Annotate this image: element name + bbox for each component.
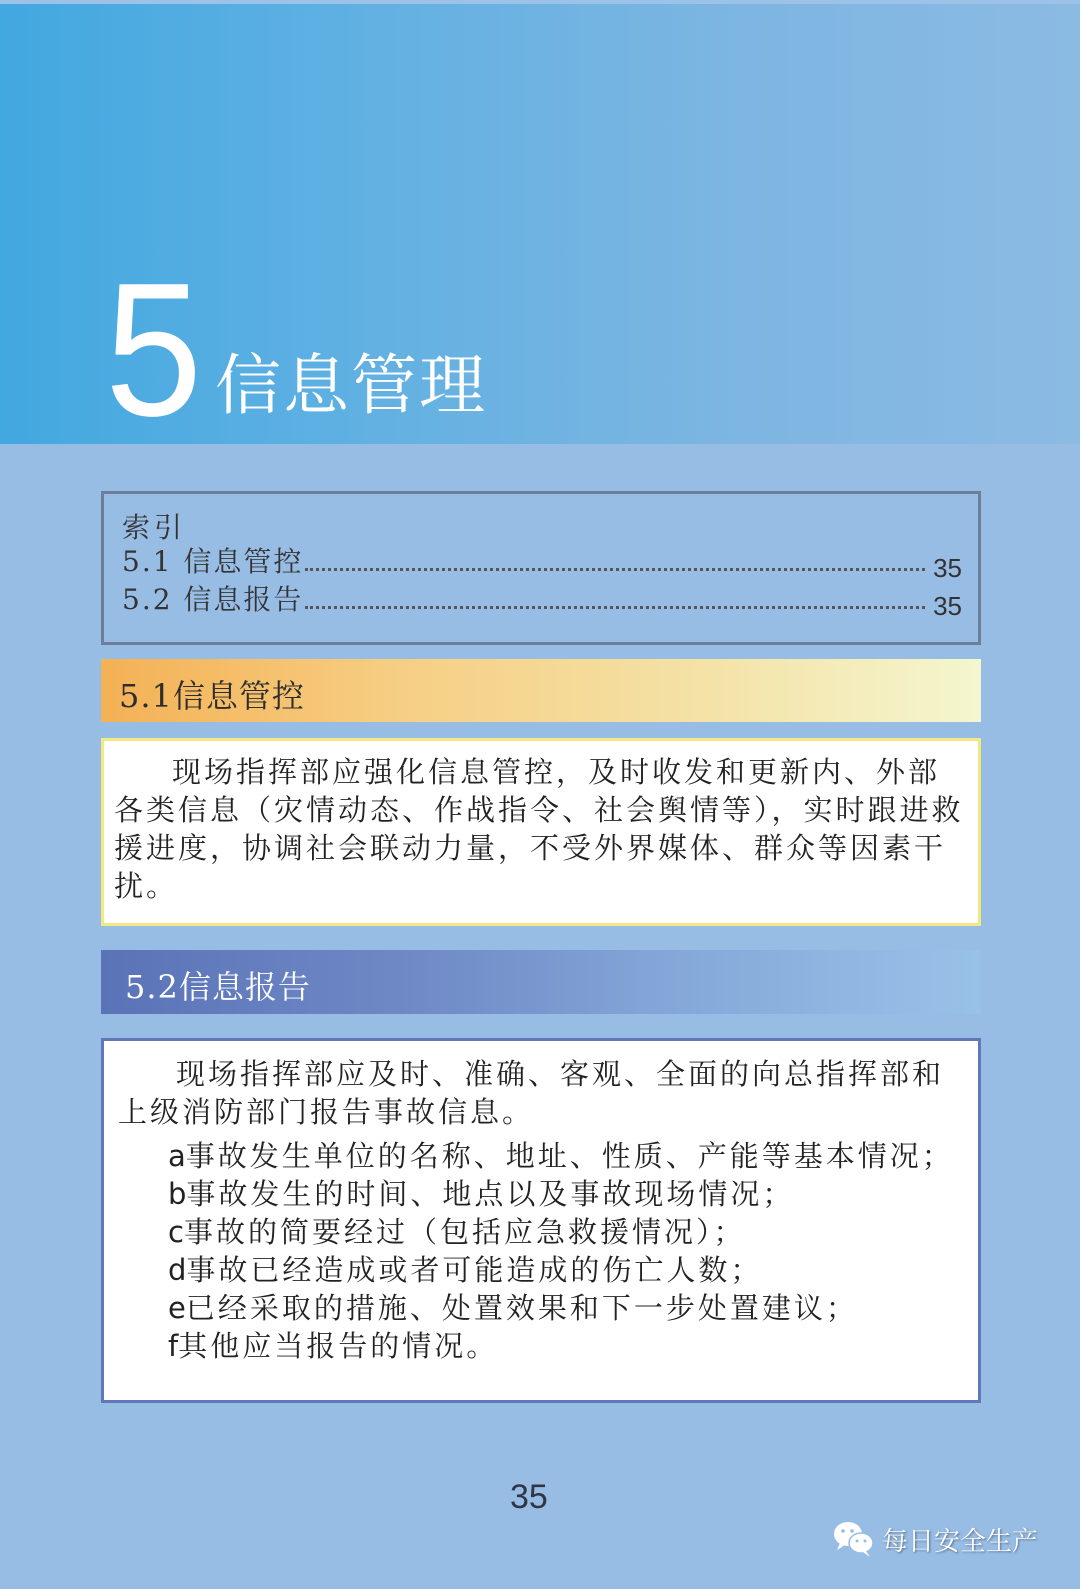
section-intro: 现场指挥部应及时、准确、客观、全面的向总指挥部和上级消防部门报告事故信息。	[118, 1057, 945, 1129]
list-marker: b	[168, 1177, 187, 1211]
watermark	[832, 1520, 1038, 1558]
header-top-line	[0, 0, 1080, 4]
list-item-text: 事故已经造成或者可能造成的伤亡人数；	[186, 1253, 763, 1287]
list-item	[118, 1175, 970, 1213]
section-header-5-1	[101, 659, 981, 722]
list-item-text: 事故发生的时间、地点以及事故现场情况；	[186, 1177, 795, 1211]
list-marker: a	[168, 1139, 186, 1173]
dot-leader	[305, 568, 925, 571]
index-box	[101, 491, 981, 645]
section-body-5-2	[101, 1038, 981, 1403]
list-item-text: 已经采取的措施、处置效果和下一步处置建议；	[185, 1291, 858, 1325]
list-marker: c	[168, 1215, 184, 1249]
index-heading: 索引	[122, 511, 187, 544]
section-body-5-1: 现场指挥部应强化信息管控，及时收发和更新内、外部各类信息（灾情动态、作战指令、社会舆情等），实时跟进救援进度，协调社会联动力量，不受外界媒体、群众等因素干扰。	[101, 738, 981, 926]
chapter-title: 信息管理	[215, 347, 487, 424]
list-item-text: 其他应当报告的情况。	[178, 1329, 499, 1363]
index-entry-label: 5.1 信息管控	[122, 545, 304, 578]
list-item	[118, 1251, 970, 1289]
index-entry[interactable]	[122, 580, 962, 621]
wechat-icon	[832, 1520, 876, 1558]
index-entry-label: 5.2 信息报告	[122, 583, 304, 616]
chapter-header	[0, 0, 1080, 456]
index-entry-page: 35	[933, 591, 962, 621]
list-item-text: 事故发生单位的名称、地址、性质、产能等基本情况；	[185, 1139, 954, 1173]
list-item	[118, 1213, 970, 1251]
list-item	[118, 1327, 970, 1365]
page-number: 35	[510, 1478, 548, 1516]
list-marker: d	[168, 1253, 187, 1287]
list-marker: e	[168, 1291, 186, 1325]
dot-leader	[305, 606, 925, 609]
list-marker: f	[168, 1329, 179, 1363]
index-entry[interactable]	[122, 542, 962, 583]
chapter-number: 5	[105, 244, 203, 456]
list-item-text: 事故的简要经过（包括应急救援情况）；	[183, 1215, 746, 1249]
section-header-5-2	[101, 950, 981, 1014]
index-entry-page: 35	[933, 553, 962, 583]
watermark-text: 每日安全生产	[882, 1526, 1039, 1557]
list-item	[118, 1137, 970, 1175]
list-item	[118, 1289, 970, 1327]
section-title: 5.1信息管控	[119, 677, 305, 715]
section-title: 5.2信息报告	[125, 968, 311, 1006]
